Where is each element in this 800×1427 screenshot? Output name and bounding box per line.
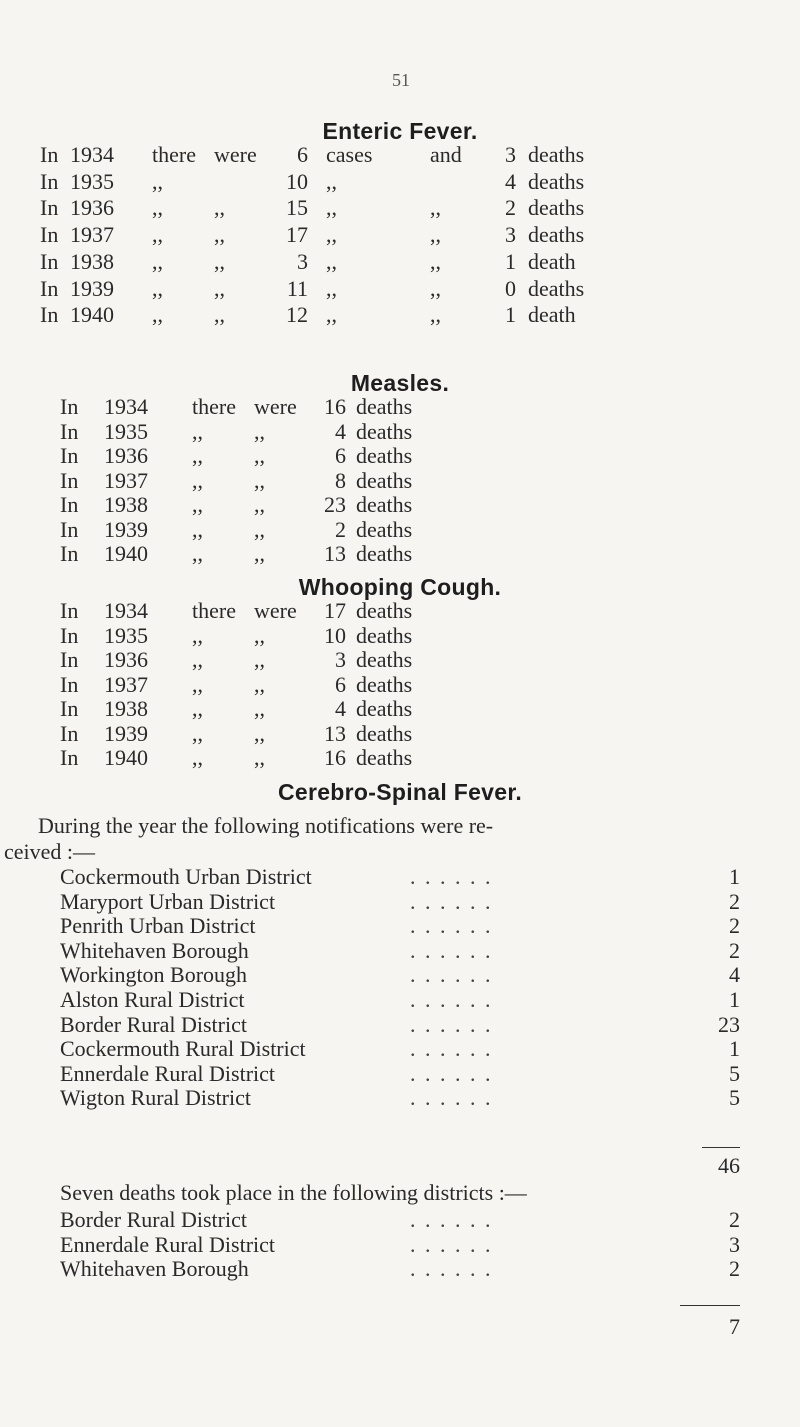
row-year: 1938 — [104, 696, 148, 721]
cerebro-district-row — [60, 1061, 740, 1087]
row-in: In — [40, 142, 59, 167]
row-year: 1934 — [70, 142, 114, 167]
district-value: 23 — [718, 1011, 740, 1037]
case-count: 3 — [297, 248, 308, 274]
row-ditto-and: ,, — [430, 302, 441, 328]
cerebro-district-row — [60, 889, 740, 915]
row-ditto-there: ,, — [192, 492, 203, 517]
district-name: Ennerdale Rural District — [60, 1231, 276, 1257]
district-value: 1 — [729, 1036, 740, 1062]
cerebro-district-row — [60, 987, 740, 1013]
row-ditto-were: ,, — [254, 647, 265, 672]
district-name: Whitehaven Borough — [60, 937, 249, 963]
row-year: 1940 — [104, 745, 148, 770]
district-value: 4 — [729, 962, 740, 988]
district-value: 2 — [729, 913, 740, 939]
row-year: 1935 — [70, 168, 114, 194]
leader-dots: . . . . . . — [410, 1256, 493, 1281]
row-year: 1939 — [70, 275, 114, 301]
district-name: Whitehaven Borough — [60, 1256, 249, 1281]
row-in: In — [40, 302, 59, 328]
leader-dots: . . . . . . — [410, 1060, 493, 1086]
row-ditto-were: ,, — [254, 696, 265, 721]
district-value: 5 — [729, 1060, 740, 1086]
row-ditto-there: ,, — [152, 195, 163, 221]
death-count: 4 — [335, 418, 346, 444]
row-deaths-word: deaths — [356, 622, 413, 648]
row-deaths-word: deaths — [356, 418, 413, 444]
row-ditto-and: ,, — [430, 275, 441, 301]
row-in: In — [40, 275, 59, 301]
district-name: Workington Borough — [60, 962, 248, 988]
row-ditto-were: were — [214, 142, 257, 167]
district-name: Alston Rural District — [60, 987, 245, 1012]
row-year: 1940 — [70, 302, 114, 328]
cerebro-district-row — [60, 864, 740, 890]
row-deaths-word: deaths — [356, 696, 413, 721]
row-ditto-there: ,, — [192, 418, 203, 444]
whooping-cough-heading: Whooping Cough. — [298, 574, 502, 600]
row-ditto-there: ,, — [192, 443, 203, 468]
leader-dots: . . . . . . — [410, 1011, 493, 1037]
row-ditto-were: ,, — [214, 195, 225, 221]
cerebro-district-row — [60, 1012, 740, 1038]
district-name: Border Rural District — [60, 1011, 247, 1037]
row-ditto-there: ,, — [192, 696, 203, 721]
death-district-row — [60, 1256, 740, 1282]
row-ditto-there: there — [192, 598, 236, 623]
row-ditto-were: ,, — [254, 467, 265, 493]
row-ditto-there: ,, — [192, 622, 203, 648]
row-ditto-there: ,, — [192, 720, 203, 746]
leader-dots: . . . . . . — [410, 937, 493, 963]
leader-dots: . . . . . . — [410, 962, 493, 988]
row-in: In — [60, 541, 79, 566]
row-ditto-and: ,, — [430, 222, 441, 248]
row-year: 1939 — [104, 720, 148, 746]
row-ditto-and: ,, — [430, 195, 441, 221]
row-year: 1938 — [70, 248, 114, 274]
row-deaths-word: deaths — [356, 516, 413, 542]
case-count: 12 — [286, 302, 308, 328]
row-in: In — [60, 418, 79, 444]
cerebro-intro-line-1: During the year the following notifications were re- — [38, 813, 494, 838]
row-ditto-were: ,, — [254, 492, 265, 517]
enteric-fever-heading: Enteric Fever. — [322, 118, 478, 144]
cerebro-district-row — [60, 1036, 740, 1062]
row-ditto-were: ,, — [254, 516, 265, 542]
row-in: In — [40, 248, 59, 274]
row-ditto-were: ,, — [254, 541, 265, 566]
cerebro-district-row — [60, 938, 740, 964]
row-ditto-there: ,, — [152, 302, 163, 328]
cerebro-intro-line-2: ceived :— — [4, 839, 96, 864]
row-year: 1937 — [104, 467, 148, 493]
row-year: 1935 — [104, 622, 148, 648]
leader-dots: . . . . . . — [410, 864, 493, 889]
row-in: In — [60, 647, 79, 672]
death-count: 2 — [335, 516, 346, 542]
district-name: Cockermouth Urban District — [60, 864, 312, 889]
death-count: 8 — [335, 467, 346, 493]
case-count: 6 — [297, 142, 308, 167]
row-ditto-there: ,, — [152, 275, 163, 301]
total-rule — [702, 1147, 740, 1148]
row-deaths-word: deaths — [528, 195, 585, 221]
row-year: 1936 — [70, 195, 114, 221]
row-in: In — [60, 622, 79, 648]
row-ditto-there: ,, — [192, 745, 203, 770]
row-ditto-were: ,, — [214, 248, 225, 274]
district-value: 3 — [729, 1231, 740, 1257]
row-ditto-cases: cases — [326, 142, 373, 167]
row-ditto-cases: ,, — [326, 275, 337, 301]
district-name: Border Rural District — [60, 1207, 247, 1232]
row-deaths-word: deaths — [356, 443, 413, 468]
row-ditto-were: ,, — [214, 275, 225, 301]
row-year: 1937 — [104, 671, 148, 697]
row-ditto-there: ,, — [152, 248, 163, 274]
row-in: In — [60, 696, 79, 721]
row-in: In — [40, 195, 59, 221]
death-count: 0 — [505, 275, 516, 301]
row-year: 1935 — [104, 418, 148, 444]
death-count: 3 — [505, 222, 516, 248]
district-value: 2 — [729, 888, 740, 914]
row-ditto-there: ,, — [192, 647, 203, 672]
row-ditto-cases: ,, — [326, 168, 337, 194]
notifications-total: 46 — [718, 1153, 740, 1178]
row-ditto-cases: ,, — [326, 302, 337, 328]
case-count: 11 — [286, 275, 308, 301]
death-count: 13 — [324, 720, 346, 746]
death-count: 16 — [324, 394, 346, 419]
row-ditto-and: ,, — [430, 248, 441, 274]
row-deaths-word: deaths — [356, 492, 413, 517]
district-value: 2 — [729, 937, 740, 963]
row-in: In — [40, 222, 59, 248]
measles-heading: Measles. — [350, 370, 450, 396]
row-ditto-were: were — [254, 394, 297, 419]
row-ditto-there: there — [152, 142, 196, 167]
row-ditto-there: ,, — [152, 168, 163, 194]
death-count: 17 — [324, 598, 346, 623]
row-ditto-were: ,, — [254, 720, 265, 746]
death-district-row — [60, 1232, 740, 1258]
deaths-total: 7 — [729, 1314, 740, 1339]
row-year: 1934 — [104, 394, 148, 419]
death-count: 10 — [324, 622, 346, 648]
row-deaths-word: deaths — [356, 720, 413, 746]
district-name: Wigton Rural District — [60, 1085, 251, 1111]
row-deaths-word: deaths — [356, 745, 413, 770]
row-in: In — [60, 492, 79, 517]
district-value: 1 — [729, 987, 740, 1012]
district-value: 2 — [729, 1207, 740, 1232]
row-ditto-were: ,, — [254, 418, 265, 444]
row-deaths-word: deaths — [528, 142, 585, 167]
leader-dots: . . . . . . — [410, 1085, 493, 1111]
row-in: In — [60, 745, 79, 770]
leader-dots: . . . . . . — [410, 1207, 493, 1232]
row-ditto-there: there — [192, 394, 236, 419]
row-deaths-word: deaths — [356, 467, 413, 493]
row-deaths-word: deaths — [356, 671, 413, 697]
death-count: 1 — [505, 302, 516, 328]
death-count: 6 — [335, 671, 346, 697]
row-deaths-word: deaths — [356, 541, 413, 566]
leader-dots: . . . . . . — [410, 987, 493, 1012]
row-in: In — [60, 516, 79, 542]
row-ditto-there: ,, — [192, 467, 203, 493]
district-value: 2 — [729, 1256, 740, 1281]
row-deaths-word: deaths — [528, 275, 585, 301]
leader-dots: . . . . . . — [410, 1231, 493, 1257]
row-deaths-word: deaths — [528, 168, 585, 194]
row-deaths-word: deaths — [356, 647, 413, 672]
row-year: 1940 — [104, 541, 148, 566]
district-value: 1 — [729, 864, 740, 889]
death-count: 6 — [335, 443, 346, 468]
page-number: 51 — [392, 70, 410, 90]
row-in: In — [60, 394, 79, 419]
death-count: 4 — [505, 168, 516, 194]
deaths-total-rule — [680, 1305, 740, 1306]
death-count: 1 — [505, 248, 516, 274]
row-ditto-cases: ,, — [326, 222, 337, 248]
death-count: 4 — [335, 696, 346, 721]
row-year: 1934 — [104, 598, 148, 623]
row-in: In — [60, 467, 79, 493]
case-count: 10 — [286, 168, 308, 194]
cerebro-district-row — [60, 962, 740, 988]
row-deaths-word: deaths — [528, 222, 585, 248]
cerebro-district-row — [60, 1085, 740, 1111]
row-in: In — [60, 443, 79, 468]
cerebro-district-row — [60, 913, 740, 939]
row-deaths-word: death — [528, 248, 576, 274]
district-name: Ennerdale Rural District — [60, 1060, 276, 1086]
row-ditto-were: ,, — [214, 222, 225, 248]
district-name: Cockermouth Rural District — [60, 1036, 306, 1062]
district-name: Maryport Urban District — [60, 888, 276, 914]
deaths-intro: Seven deaths took place in the following districts :— — [60, 1180, 527, 1205]
row-year: 1939 — [104, 516, 148, 542]
row-in: In — [40, 168, 59, 194]
row-ditto-were: ,, — [254, 671, 265, 697]
case-count: 15 — [286, 195, 308, 221]
row-ditto-cases: ,, — [326, 248, 337, 274]
row-year: 1936 — [104, 647, 148, 672]
row-in: In — [60, 671, 79, 697]
row-in: In — [60, 598, 79, 623]
row-deaths-word: death — [528, 302, 576, 328]
row-ditto-and: and — [430, 142, 462, 167]
row-ditto-were: ,, — [254, 443, 265, 468]
death-count: 3 — [335, 647, 346, 672]
row-ditto-there: ,, — [192, 541, 203, 566]
case-count: 17 — [286, 222, 308, 248]
row-in: In — [60, 720, 79, 746]
row-ditto-were: ,, — [254, 622, 265, 648]
death-count: 3 — [505, 142, 516, 167]
row-ditto-were: ,, — [254, 745, 265, 770]
row-ditto-cases: ,, — [326, 195, 337, 221]
row-year: 1938 — [104, 492, 148, 517]
death-count: 2 — [505, 195, 516, 221]
leader-dots: . . . . . . — [410, 888, 493, 914]
row-ditto-there: ,, — [152, 222, 163, 248]
cerebro-spinal-fever-heading: Cerebro-Spinal Fever. — [277, 779, 523, 805]
leader-dots: . . . . . . — [410, 1036, 493, 1062]
row-deaths-word: deaths — [356, 598, 413, 623]
district-name: Penrith Urban District — [60, 913, 256, 939]
row-deaths-word: deaths — [356, 394, 413, 419]
death-count: 16 — [324, 745, 346, 770]
district-value: 5 — [729, 1085, 740, 1111]
leader-dots: . . . . . . — [410, 913, 493, 939]
row-ditto-there: ,, — [192, 671, 203, 697]
row-year: 1937 — [70, 222, 114, 248]
death-district-row — [60, 1207, 740, 1233]
row-ditto-there: ,, — [192, 516, 203, 542]
row-year: 1936 — [104, 443, 148, 468]
death-count: 23 — [324, 492, 346, 517]
row-ditto-were: ,, — [214, 302, 225, 328]
row-ditto-were: were — [254, 598, 297, 623]
death-count: 13 — [324, 541, 346, 566]
